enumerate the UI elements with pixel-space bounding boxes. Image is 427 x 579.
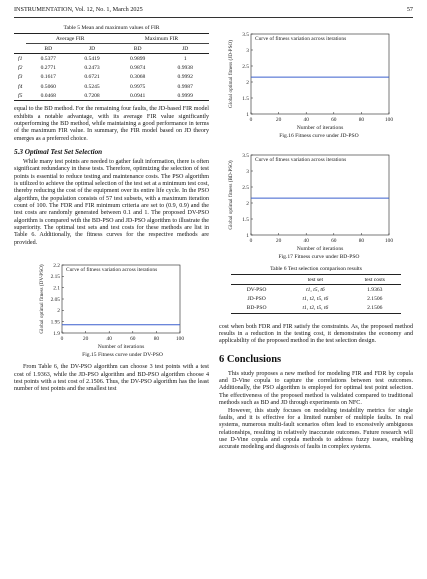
y-tick-label: 2.05 [50,296,60,303]
y-tick-label: 1.9 [53,330,60,337]
section-heading-6: 6 Conclusions [219,353,282,365]
table-cell: 0.1617 [40,74,56,81]
table-cell: 0.5060 [40,83,56,90]
fault-label: f3 [18,74,23,81]
table-cell-set: t1, t2, t5, t6 [302,295,329,302]
table6 [231,274,401,314]
table-row [231,304,401,314]
paragraph: equal to the BD method. For the remaining four faults, the JD-based FIR model exhibits a notable advantage, with its average FIR value significantly outperforming the BD method, while maintaining a good performance in terms of the maximum FIR value. In summary, the FIR model based on JD theory emerges as a preferred choice. [14,106,209,142]
y-tick-label: 2 [246,79,249,86]
table-row [14,82,209,91]
x-tick-label: 80 [358,117,365,123]
table5-body [14,54,209,101]
table-cell: 0.9899 [129,55,146,62]
y-tick-label: 1.95 [50,319,60,326]
chart-title: Curve of fitness variation across iterations [66,267,158,274]
paragraph: From Table 6, the DV-PSO algorithm can choose 3 test points with a test cost of 1.9363, while the JD-PSO algorithm and BD-PSO algorithm choose 4 test points with a test cost of 2.1506. Thus, the DV-PSO algorithm has the least number of test points and the smallest test [14,364,209,393]
fig17-caption: Fig.17 Fitness curve under BD-PSO [278,254,360,260]
section-heading-5-3: 5.3 Optimal Test Set Selection [14,148,103,157]
x-tick-label: 20 [275,117,282,123]
fig16-chart [225,22,395,132]
table6-header: test set [307,276,324,283]
table-row [14,73,209,82]
table-cell-set: t1, t5, t6 [306,286,325,293]
paragraph: cost when both FDR and FIR satisfy the constraints. As, the proposed method results in a reduction in the testing cost, it demonstrates the economy and applicability of the proposed method in the test selection design. [219,323,413,345]
fault-label: f5 [18,92,23,99]
table-cell: 0.9987 [177,83,193,90]
x-tick-label: 100 [175,336,185,343]
table5-caption: Table 5 Mean and maximum values of FIR [63,25,160,31]
table-cell: 0.9992 [177,74,193,81]
y-axis-label: Global optimal fitness (JD-PSO) [228,40,234,108]
figure-17 [225,143,413,260]
x-tick-label: 40 [303,238,309,244]
y-tick-label: 3 [246,168,249,175]
x-tick-label: 20 [275,238,282,244]
table-row [231,294,401,303]
table-cell-set: t1, t2, t5, t6 [302,305,329,312]
table5 [14,33,209,101]
table-cell: 0.0941 [129,92,146,99]
y-tick-label: 3.5 [242,152,249,159]
plot-frame [62,265,180,333]
y-tick-label: 1.5 [242,216,249,223]
chart-title: Curve of fitness variation across iterations [255,157,347,163]
y-tick-label: 2.5 [242,63,249,70]
fig15-caption: Fig.15 Fitness curve under DV-PSO [82,352,163,359]
x-axis-label: Number of iterations [97,344,145,351]
y-tick-label: 2 [57,308,60,315]
y-tick-label: 2.15 [50,274,60,281]
table-cell: 1 [183,55,187,62]
table5-sub-header: JD [182,45,189,52]
running-header [14,6,413,18]
table-cell: 0.2473 [84,65,100,72]
y-tick-label: 2 [246,200,249,207]
table6-header: test costs [364,276,385,283]
plot-frame [251,34,389,114]
table-row [14,91,209,101]
table-row [14,54,209,64]
x-tick-label: 60 [130,336,136,343]
paragraph: This study proposes a new method for modeling FIR and FDR by copula and D-Vine copula to capture the correlations between test outcomes. Additionally, the PSO algorithm is employed for optimal test point selection. The effectiveness of the proposed method is validated compared to traditional methods such as BD and JD through experiments on NFC. [219,370,413,407]
y-tick-label: 1 [246,111,249,118]
y-axis-label: Global optimal fitness (BD-PSO) [228,160,234,230]
x-tick-label: 100 [384,238,394,244]
x-tick-label: 100 [384,117,394,123]
table5-sub-header: JD [88,45,96,52]
chart-title: Curve of fitness variation across iterations [255,36,347,42]
plot-frame [251,155,389,235]
x-tick-label: 80 [358,238,365,244]
table-cell: 0.5245 [84,83,100,90]
y-tick-label: 2.2 [53,262,60,269]
paragraph: However, this study focuses on modeling testability metrics for single faults, and it is effective for a limited number of multiple faults. In real systems, numerous multi-fault scenarios often lead to excessively ambiguous relationships, resulting in relatively inaccurate outcomes. Future research will use D-Vine copula and copula methods to address fuzzy issues, enabling accurate modeling and diagnosis of faults in complex systems. [219,407,413,451]
table6-body [231,285,401,314]
x-tick-label: 40 [303,117,309,123]
table6-caption: Table 6 Test selection comparison results [270,266,362,272]
fault-label: f4 [18,83,23,90]
y-tick-label: 1.5 [242,95,249,102]
table5-sub-header: BD [44,45,53,52]
journal-title: INSTRUMENTATION, Vol. 12, No. 1, March 2025 [14,6,143,13]
table-cell: 0.9999 [177,92,193,99]
table-cell: 0.7208 [84,92,100,99]
table-cell-method: DV-PSO [246,286,267,293]
left-column [14,22,209,394]
y-tick-label: 3.5 [242,31,249,38]
x-tick-label: 80 [153,336,160,343]
x-tick-label: 0 [249,117,253,123]
table-cell: 0.6721 [84,74,100,81]
table-cell: 0.3068 [129,74,146,81]
paragraph: While many test points are needed to gather fault information, there is often significant redundancy in these tests. Therefore, optimizing the selection of test points is essential to reduce testing and maintenance costs. The PSO algorithm is utilized to achieve the optimal selection of the test set at a minimum test cost, thereby reducing the cost of the equipment over its entire life cycle. In the PSO algorithm, the population consists of 57 test subsets, with a maximum iteration count of 100. The FDR and FIR minimum criteria are set to (0.9, 0.9) and the test costs are randomly generated between 0.1 and 1. The proposed DV-PSO algorithm is compared with the BD-PSO and JD-PSO algorithm to illustrate the superiority. The optimal test sets and test costs for these methods are list in Table 6. Additionally, the fitness curves for the respective methods are provided. [14,159,209,246]
figure-15 [36,253,209,358]
page-number: 57 [406,6,413,13]
x-axis-label: Number of iterations [296,246,344,252]
x-axis-label: Number of iterations [296,125,344,131]
table-cell-method: JD-PSO [247,295,266,302]
table-cell: 0.9874 [129,65,146,72]
table5-group-header: Maximum FIR [114,34,209,44]
table5-sub-header: BD [133,45,142,52]
x-tick-label: 60 [331,117,337,123]
fig16-caption: Fig.16 Fitness curve under JD-PSO [279,133,359,139]
table5-group-header: Average FIR [26,34,114,44]
x-tick-label: 0 [60,336,64,343]
x-tick-label: 40 [106,336,112,343]
table-cell: 0.2771 [40,65,56,72]
table-cell-cost: 2.1506 [367,305,383,312]
x-tick-label: 20 [82,336,89,343]
x-tick-label: 0 [249,238,253,244]
fig17-chart [225,143,395,253]
y-tick-label: 3 [246,47,249,54]
x-tick-label: 60 [331,238,337,244]
fig15-chart [36,253,186,351]
table-cell: 0.5419 [84,55,100,62]
table-cell: 0.5377 [40,55,56,62]
table-row [231,285,401,295]
table-cell: 0.9975 [129,83,146,90]
right-column [219,22,413,452]
table-row [14,64,209,73]
table6-header [231,275,282,285]
table-cell: 0.0468 [40,92,56,99]
table5-corner [14,44,26,54]
table-cell-cost: 1.9363 [367,286,383,293]
table5-corner [14,34,26,44]
y-tick-label: 2.5 [242,184,249,191]
y-tick-label: 1 [246,232,249,239]
table-cell: 0.9938 [177,65,193,72]
y-tick-label: 2.1 [53,285,60,292]
figure-16 [225,22,413,139]
table-cell-cost: 2.1506 [367,295,383,302]
y-axis-label: Global optimal fitness (DV-PSO) [39,264,45,334]
fault-label: f2 [18,65,23,72]
table-cell-method: BD-PSO [246,305,267,312]
fault-label: f1 [18,55,23,62]
